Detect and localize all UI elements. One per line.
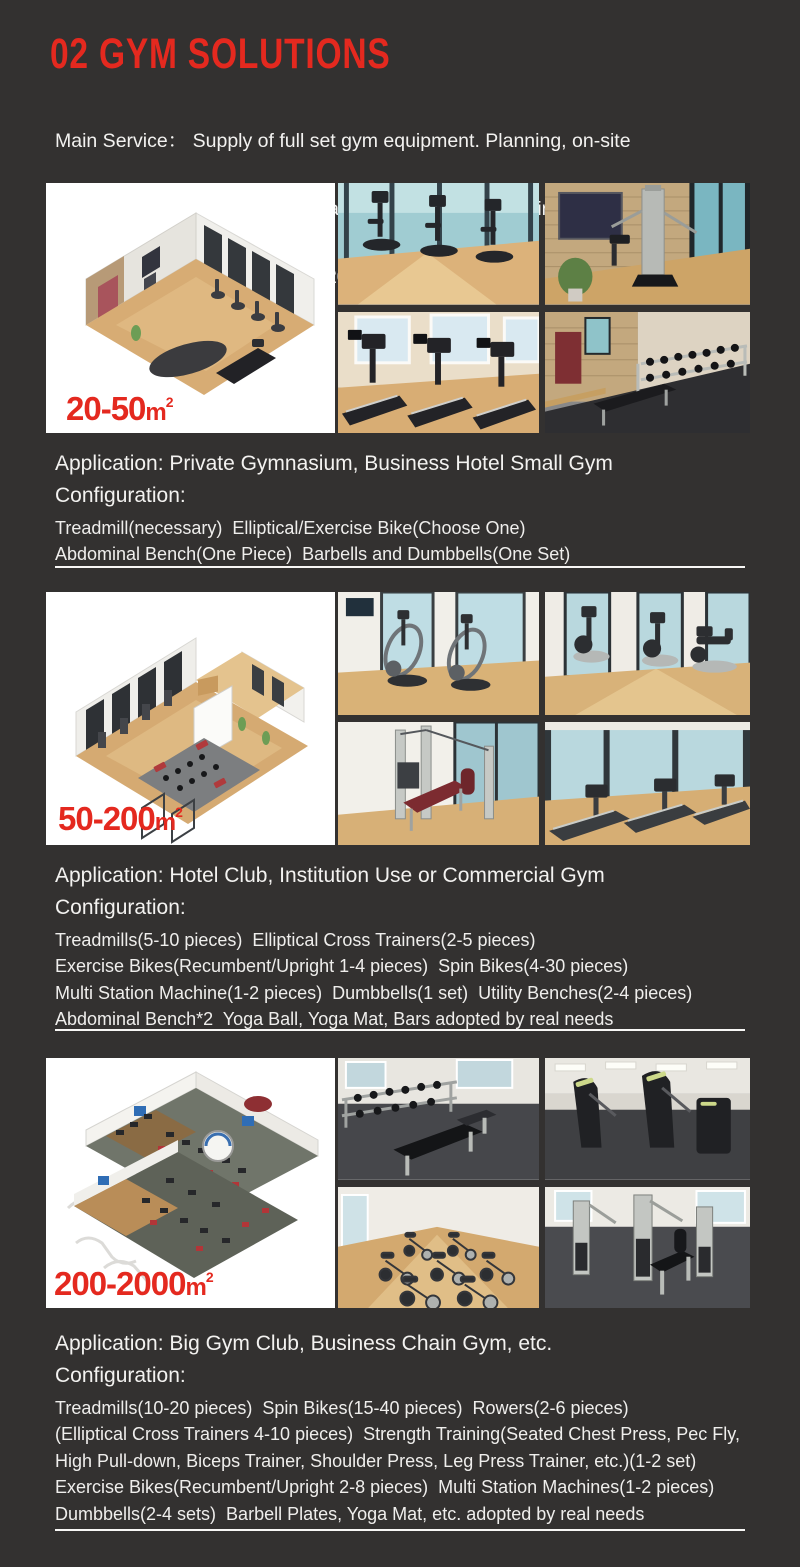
section-text-small-gym (55, 452, 755, 568)
treadmills-row-photo (338, 312, 539, 434)
section-divider (55, 1529, 745, 1531)
floor-plan-large-gym (46, 1058, 335, 1308)
section-text-medium-gym (55, 864, 755, 1033)
size-range-label: 200-2000m2 (54, 1265, 214, 1302)
elliptical-trainers-photo (338, 592, 539, 715)
photo-grid-medium-gym (338, 592, 750, 845)
config-line: Multi Station Machine(1-2 pieces) Dumbbells(1 set) Utility Benches(2-4 pieces) (55, 982, 693, 1003)
config-line: Dumbbells(2-4 sets) Barbell Plates, Yoga Mat, etc. adopted by real needs (55, 1503, 645, 1524)
section-divider (55, 1029, 745, 1031)
photo-grid-large-gym (338, 1058, 750, 1308)
configuration-label: Configuration: (55, 896, 186, 919)
plate-loaded-machines-photo (545, 1058, 750, 1180)
config-line: Abdominal Bench(One Piece) Barbells and Dumbbells(One Set) (55, 544, 571, 565)
dumbbell-rack-bench-photo (545, 312, 750, 434)
multi-station-brick-wall-photo (545, 183, 750, 305)
config-line: Treadmills(5-10 pieces) Elliptical Cross Trainers(2-5 pieces) (55, 930, 536, 950)
photo-grid-small-gym (338, 183, 750, 433)
size-range-label: 20-50m2 (66, 390, 174, 427)
config-line: Treadmills(10-20 pieces) Spin Bikes(15-40 pieces) Rowers(2-6 pieces) (55, 1398, 629, 1418)
config-line: High Pull-down, Biceps Trainer, Shoulder Press, Leg Press Trainer, etc.)(1-2 set) (55, 1450, 697, 1471)
config-line: Exercise Bikes(Recumbent/Upright 2-8 pieces) Multi Station Machines(1-2 pieces) (55, 1477, 715, 1498)
page-title: 02 GYM SOLUTIONS (50, 30, 391, 78)
floor-plan-medium-gym (46, 592, 335, 845)
config-line: Abdominal Bench*2 Yoga Ball, Yoga Mat, Bars adopted by real needs (55, 1009, 614, 1030)
pin-loaded-machines-photo (545, 1187, 750, 1309)
spin-bikes-room-photo (338, 1187, 539, 1309)
configuration-label: Configuration: (55, 1364, 186, 1387)
free-weights-area-photo (338, 1058, 539, 1180)
section-divider (55, 566, 745, 568)
application-text: Application: Hotel Club, Institution Use or Commercial Gym (55, 864, 605, 887)
section-text-large-gym (55, 1332, 755, 1527)
intro-line: Main Service： Supply of full set gym equipment. Planning, on-site (55, 129, 631, 152)
exercise-bikes-glass-wall-photo (338, 183, 539, 305)
config-line: Exercise Bikes(Recumbent/Upright 1-4 pieces) Spin Bikes(4-30 pieces) (55, 956, 629, 977)
configuration-label: Configuration: (55, 484, 186, 507)
size-range-label: 50-200m2 (58, 800, 183, 837)
config-line: (Elliptical Cross Trainers 4-10 pieces) Strength Training(Seated Chest Press, Pec Fly, (55, 1424, 740, 1445)
application-text: Application: Big Gym Club, Business Chain Gym, etc. (55, 1332, 553, 1355)
floor-plan-small-gym (46, 183, 335, 433)
intro-line: using (516, 197, 564, 220)
upright-recumbent-bikes-photo (545, 592, 750, 715)
treadmills-window-photo (545, 722, 750, 845)
application-text: Application: Private Gymnasium, Business Hotel Small Gym (55, 452, 613, 475)
config-line: Treadmill(necessary) Elliptical/Exercise Bike(Choose One) (55, 518, 526, 538)
strength-machines-photo (338, 722, 539, 845)
